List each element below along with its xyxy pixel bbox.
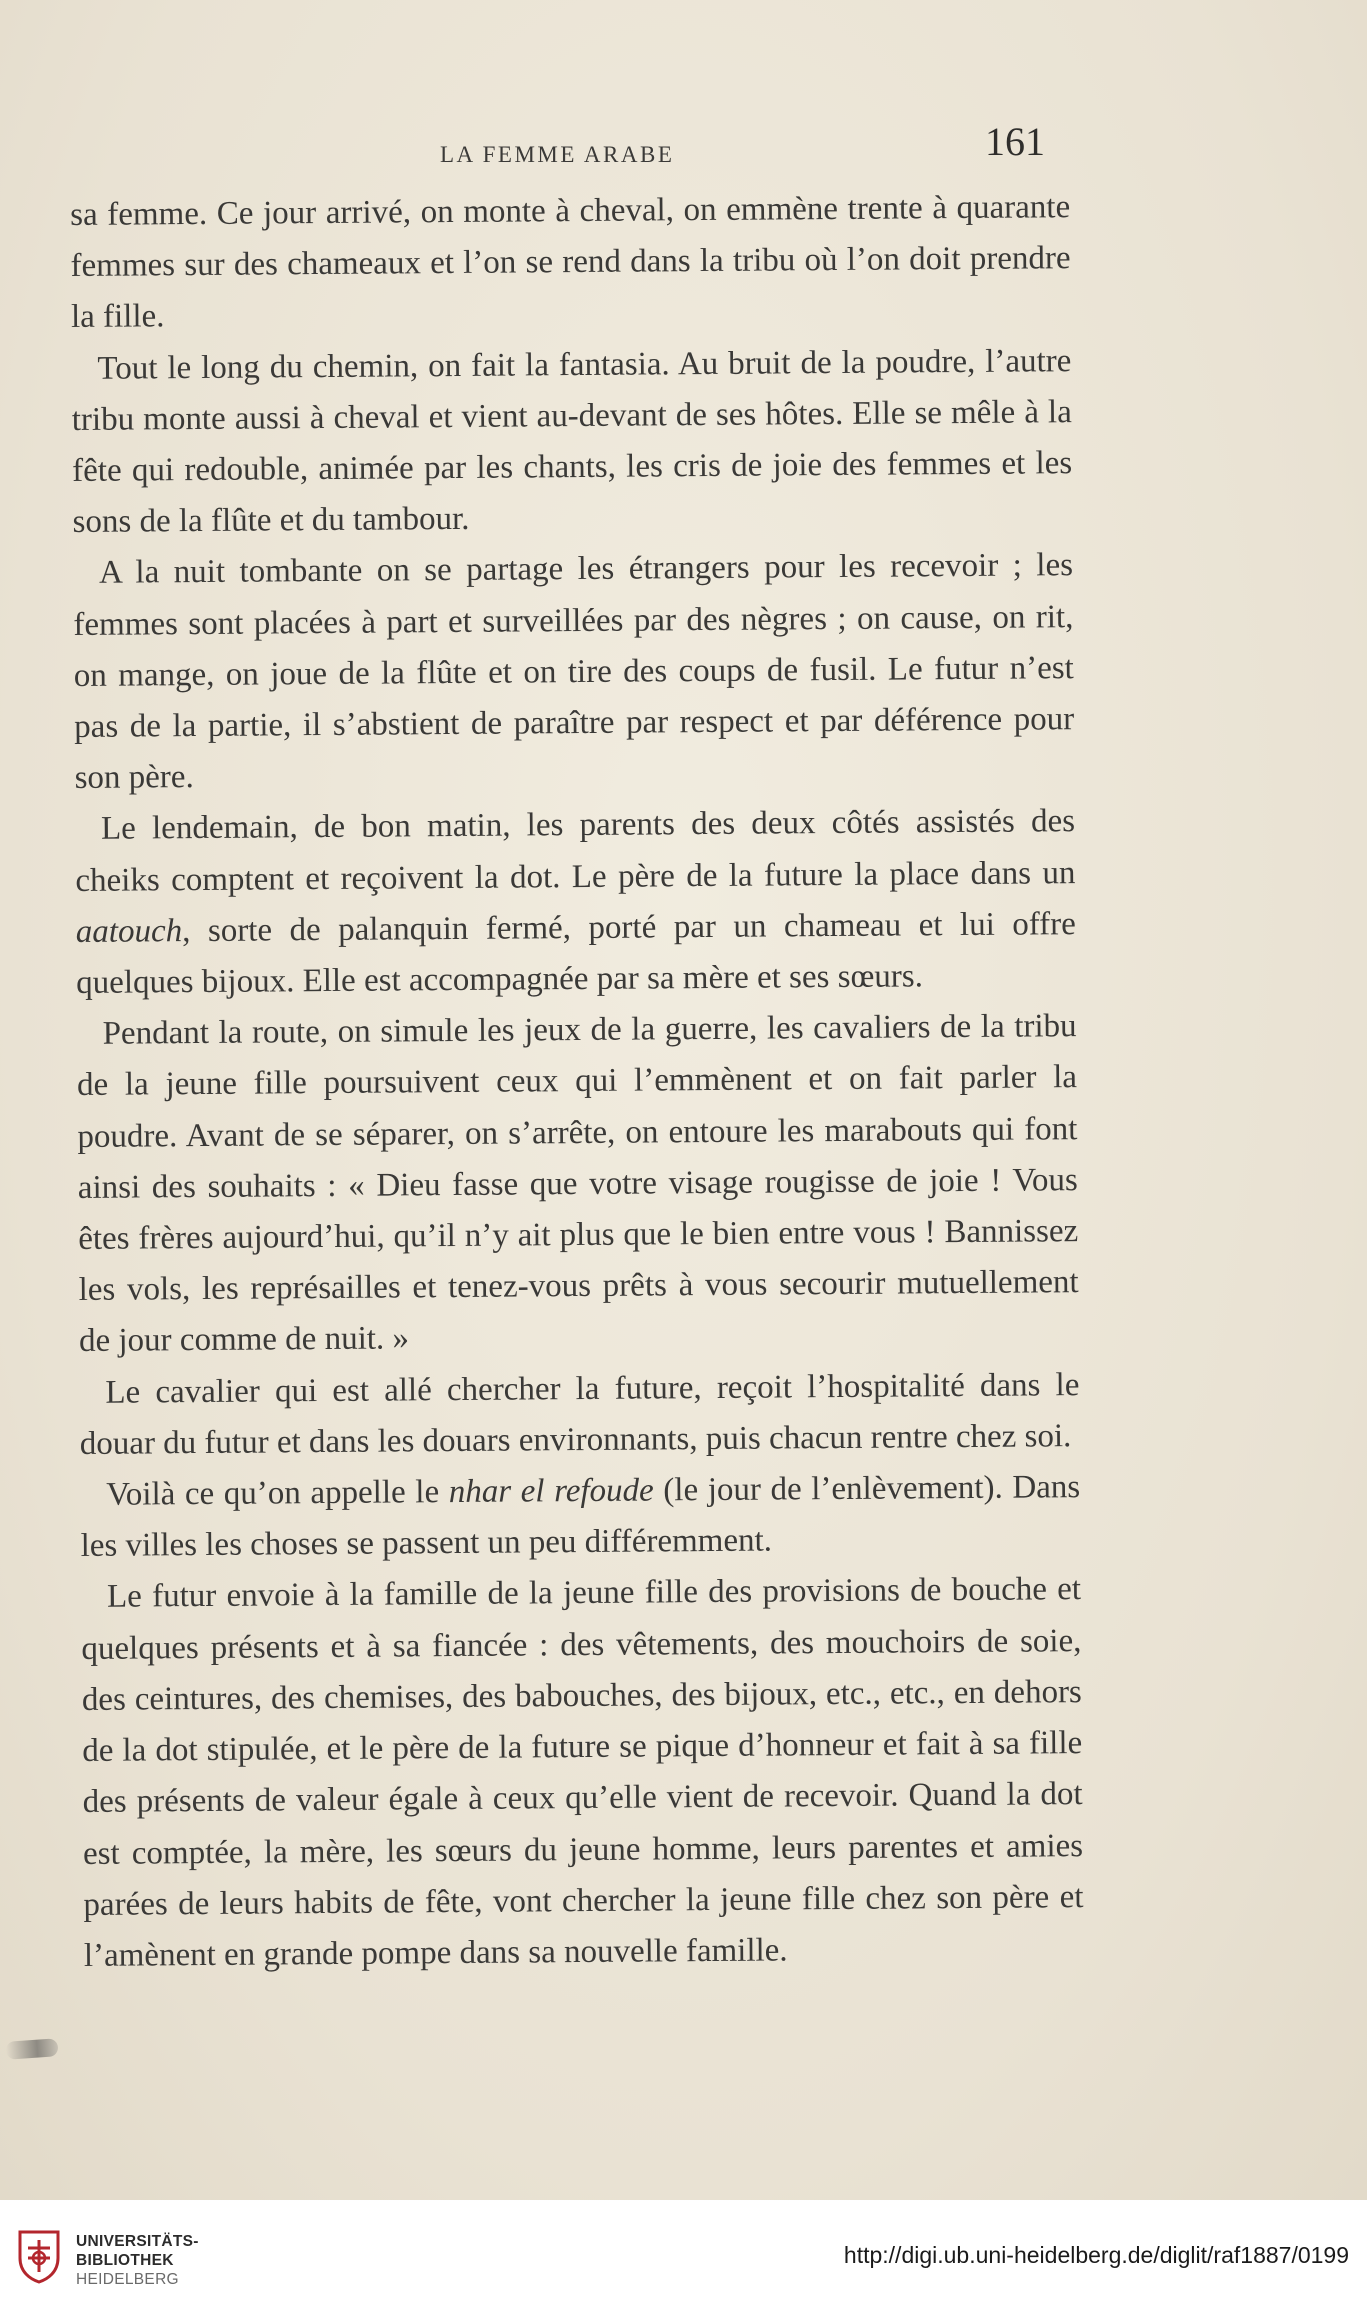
paragraph-4-text-a: Le lendemain, de bon matin, les parents des deux côtés assistés des cheiks comptent et reçoivent la dot. Le père de la future la place dans un: [75, 803, 1076, 899]
library-name-line-1: UNIVERSITÄTS-: [76, 2233, 199, 2250]
page-number: 161: [985, 119, 1045, 164]
library-name: [76, 2232, 199, 2289]
paragraph-4: [75, 797, 1077, 1010]
paragraph-3: A la nuit tombante on se partage les étrangers pour les recevoir ; les femmes sont placées à part et surveillées par des nègres ; on cause, on rit, on mange, on joue de la flûte et on tire des coups de fusil. Le futur n’est pas de la partie, il s’abstient de paraître par respect et par déférence pour son père.: [73, 547, 1075, 797]
page-edge-mark: [5, 2038, 58, 2060]
paragraph-2: Tout le long du chemin, on fait la fantasia. Au bruit de la poudre, l’autre tribu monte aussi à cheval et vient au-devant de ses hôtes. Elle se mêle à la fête qui redouble, animée par les chants, les cris de joie des femmes et les sons de la flûte et du tambour.: [71, 342, 1073, 541]
paragraph-8: Le futur envoie à la famille de la jeune fille des provisions de bouche et quelques présents et à sa fiancée : des vêtements, des mouchoirs de soie, des ceintures, des chemises, des babouches, des bijoux, etc., etc., en dehors de la dot stipulée, et le père de la future se pique d’honneur et fait à sa fille des présents de valeur égale à ceux qu’elle vient de recevoir. Quand la dot est comptée, la mère, les sœurs du jeune homme, leurs parentes et amies parées de leurs habits de fête, vont chercher la jeune fille chez son père et l’amènent en grande pompe dans sa nouvelle famille.: [81, 1571, 1084, 1974]
paragraph-7-text-b: (le jour de l’enlèvement). Dans les villes les choses se passent un peu différemment.: [80, 1469, 1081, 1565]
paragraph-6: Le cavalier qui est allé chercher la future, reçoit l’hospitalité dans le douar du futur et dans les douars environnants, puis chacun rentre chez soi.: [79, 1366, 1080, 1462]
source-url[interactable]: http://digi.ub.uni-heidelberg.de/diglit/raf1887/0199: [843, 2242, 1349, 2268]
paragraph-1: sa femme. Ce jour arrivé, on monte à cheval, on emmène trente à quarante femmes sur des chameaux et l’on se rend dans la tribu où l’on doit prendre la fille.: [70, 189, 1071, 336]
footer: [0, 2200, 1367, 2311]
university-seal-icon: [16, 2228, 62, 2284]
paragraph-4-text-b: , sorte de palanquin fermé, porté par un chameau et lui offre quelques bijoux. Elle est accompagnée par sa mère et ses sœurs.: [76, 905, 1076, 1002]
paragraph-7: [80, 1462, 1081, 1572]
paragraph-7-text-a: Voilà ce qu’on appelle le: [106, 1474, 449, 1513]
library-name-line-2: BIBLIOTHEK: [76, 2252, 174, 2269]
running-title: LA FEMME ARABE: [440, 142, 675, 167]
running-head: [0, 119, 1367, 180]
body-text: [70, 182, 1084, 1982]
term-aatouch: aatouch: [75, 912, 183, 950]
library-name-line-3: HEIDELBERG: [76, 2271, 179, 2288]
paragraph-5: Pendant la route, on simule les jeux de la guerre, les cavaliers de la tribu de la jeune fille poursuivent ceux qui l’emmènent et on fait parler la poudre. Avant de se séparer, on s’arrête, on entoure les marabouts qui font ainsi des souhaits : « Dieu fasse que votre visage rougisse de joie ! Vous êtes frères aujourd’hui, qu’il n’y ait plus que le bien entre vous ! Bannissez les vols, les représailles et tenez-vous prêts à vous secourir mutuellement de jour comme de nuit. »: [76, 1008, 1079, 1360]
term-nhar-el-refoude: nhar el refoude: [448, 1472, 654, 1511]
